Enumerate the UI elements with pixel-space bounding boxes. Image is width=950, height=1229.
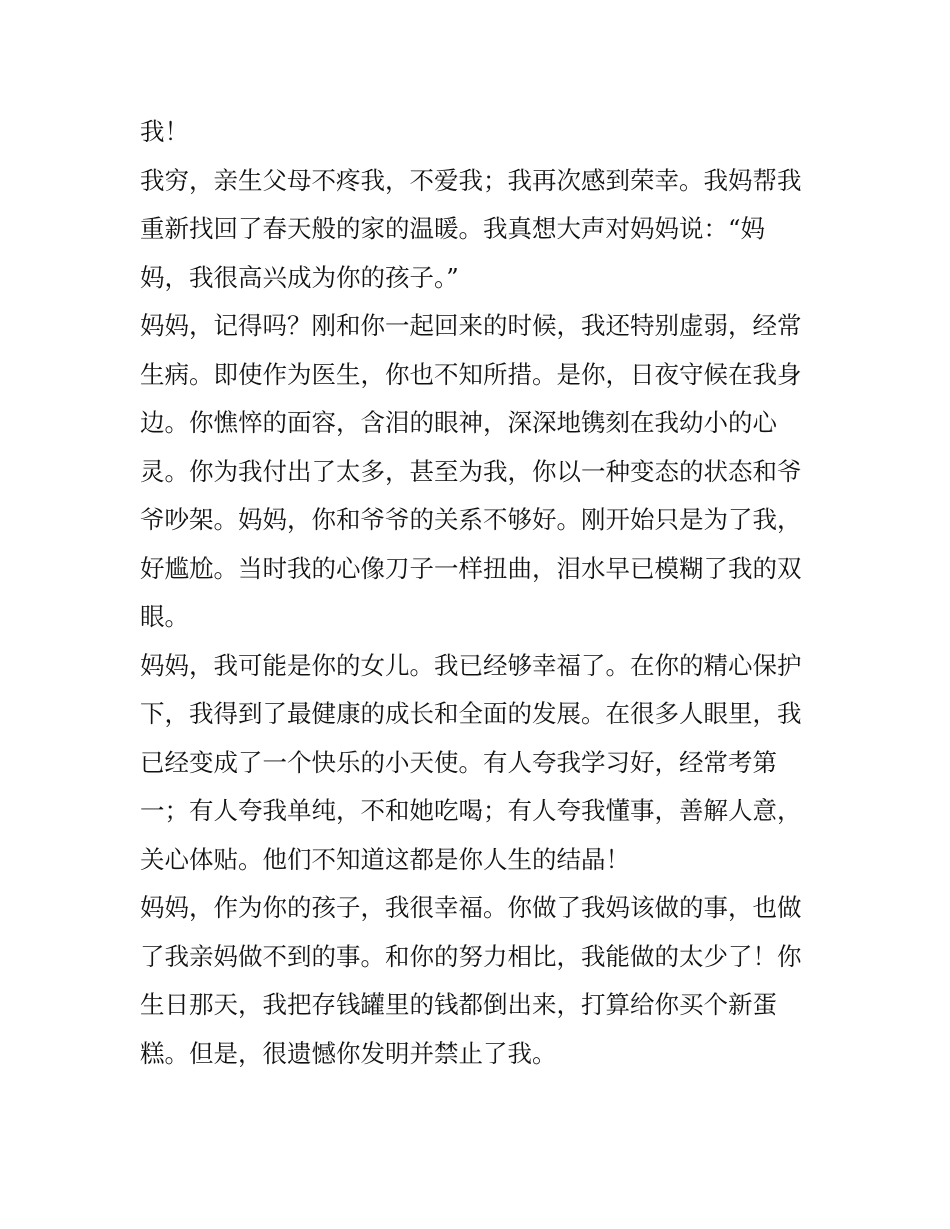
text-line: 一；有人夸我单纯，不和她吃喝；有人夸我懂事，善解人意， bbox=[140, 796, 802, 825]
text-line: 已经变成了一个快乐的小天使。有人夸我学习好，经常考第 bbox=[140, 747, 777, 777]
text-line: 妈，我很高兴成为你的孩子。” bbox=[140, 262, 459, 292]
text-line: 下，我得到了最健康的成长和全面的发展。在很多人眼里，我 bbox=[140, 699, 802, 728]
text-line: 糕。但是，很遗憾你发明并禁止了我。 bbox=[140, 1038, 557, 1068]
text-line: 好尴尬。当时我的心像刀子一样扭曲，泪水早已模糊了我的双 bbox=[140, 553, 802, 583]
text-line: 爷吵架。妈妈，你和爷爷的关系不够好。刚开始只是为了我， bbox=[140, 505, 802, 534]
text-line: 我穷，亲生父母不疼我，不爱我；我再次感到荣幸。我妈帮我 bbox=[140, 165, 802, 195]
text-line: 妈妈，我可能是你的女儿。我已经够幸福了。在你的精心保护 bbox=[140, 650, 802, 680]
text-line: 我！ bbox=[140, 117, 189, 146]
text-line: 重新找回了春天般的家的温暖。我真想大声对妈妈说：“妈 bbox=[140, 214, 766, 243]
text-line: 关心体贴。他们不知道这都是你人生的结晶！ bbox=[140, 844, 630, 874]
text-line: 妈妈，作为你的孩子，我很幸福。你做了我妈该做的事，也做 bbox=[140, 893, 802, 922]
essay-text bbox=[140, 108, 820, 1078]
text-line: 了我亲妈做不到的事。和你的努力相比，我能做的太少了！你 bbox=[140, 941, 802, 971]
text-line: 灵。你为我付出了太多，甚至为我，你以一种变态的状态和爷 bbox=[140, 456, 802, 486]
text-line: 边。你憔悴的面容，含泪的眼神，深深地镌刻在我幼小的心 bbox=[140, 408, 777, 437]
text-line: 眼。 bbox=[140, 602, 189, 631]
text-line: 妈妈，记得吗？刚和你一起回来的时候，我还特别虚弱，经常 bbox=[140, 311, 802, 340]
text-line: 生病。即使作为医生，你也不知所措。是你，日夜守候在我身 bbox=[140, 359, 802, 389]
text-line: 生日那天，我把存钱罐里的钱都倒出来，打算给你买个新蛋 bbox=[140, 990, 777, 1019]
